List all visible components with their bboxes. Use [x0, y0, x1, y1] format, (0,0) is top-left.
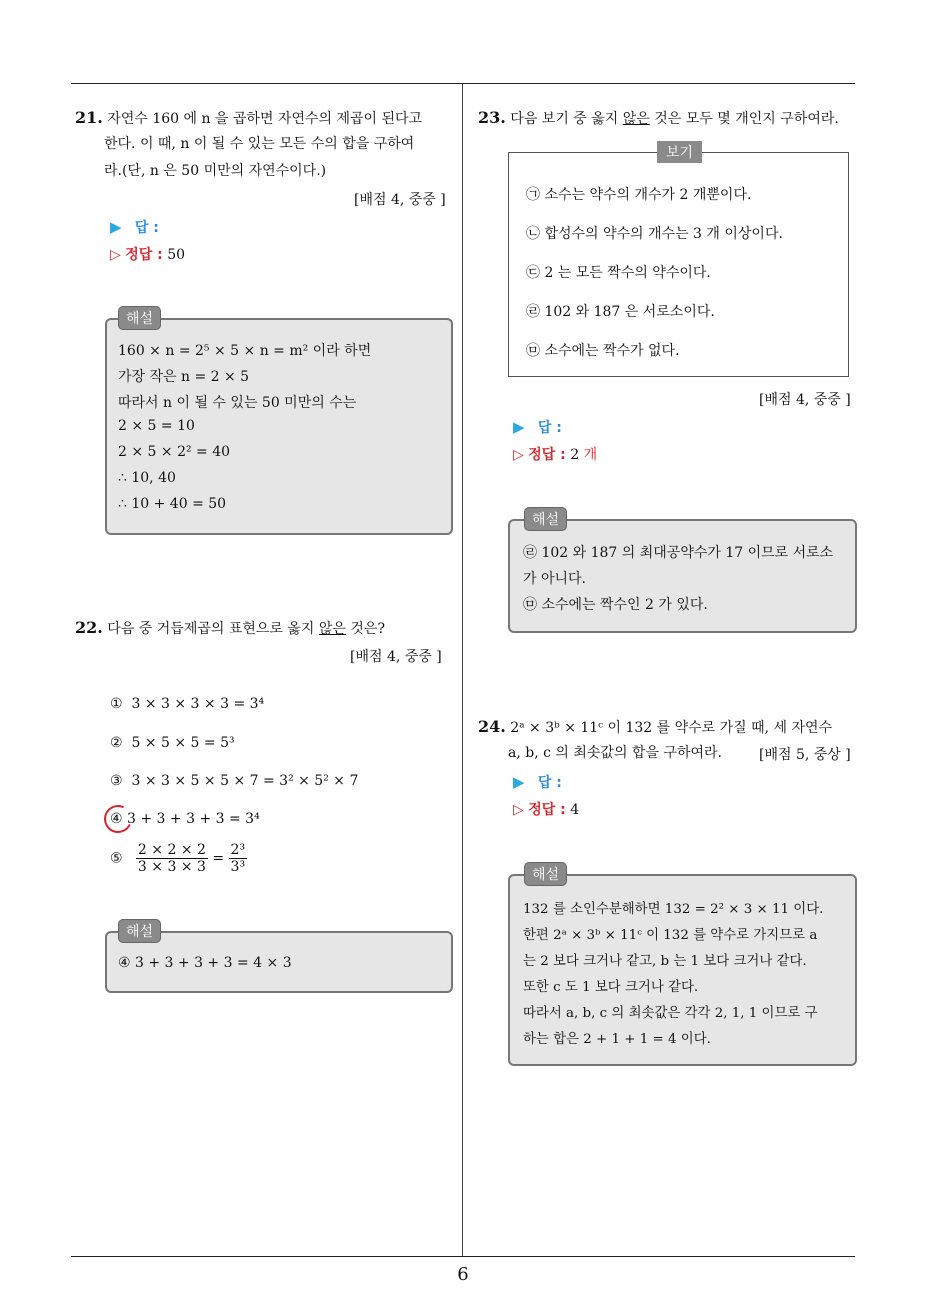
option-mark: ⑤: [110, 850, 123, 867]
explanation-box: [508, 874, 857, 1066]
bottom-rule: [71, 1256, 855, 1257]
answer-label: 답 :: [537, 420, 562, 436]
option-4[interactable]: [110, 811, 260, 827]
correct-answer-row: [110, 244, 185, 264]
option-2[interactable]: [110, 735, 235, 751]
question-text-end: 것은?: [345, 621, 385, 637]
explanation-line: 한편 2ᵃ × 3ᵇ × 11ᶜ 이 132 를 약수로 가지므로 a: [523, 928, 818, 943]
question-text-line: a, b, c 의 최솟값의 합을 구하여라.: [508, 745, 722, 761]
option-mark: ①: [110, 696, 123, 712]
score-label: [배점 4, 중중 ]: [759, 392, 851, 408]
question-number: 24.: [478, 717, 506, 736]
explanation-line: ㉣ 102 와 187 의 최대공약수가 17 이므로 서로소: [523, 545, 834, 561]
correct-value: 2: [570, 447, 580, 463]
option-5[interactable]: ⑤ $\frac{2 \times 2 \times 2}{3 \times 3 \times 3}$ = $\frac{\text{2³}}{\text{3³}}$: [110, 842, 246, 875]
explanation-line: 가 아니다.: [523, 571, 586, 587]
correct-answer-row: [513, 799, 579, 819]
explanation-line: 따라서 n 이 될 수 있는 50 미만의 수는: [118, 395, 357, 411]
option-mark: ③: [110, 773, 123, 789]
column-divider: [462, 84, 463, 1256]
explanation-line: ∴ 10, 40: [118, 470, 176, 486]
correct-label: 정답 :: [528, 447, 566, 463]
explanation-line: 하는 합은 2 + 1 + 1 = 4 이다.: [523, 1032, 711, 1047]
bogi-box: [508, 152, 849, 377]
question-text-underlined: 않은: [318, 621, 346, 637]
question-number: 21.: [75, 108, 103, 127]
question-text-line: 한다. 이 때, n 이 될 수 있는 모든 수의 합을 구하여: [104, 136, 415, 152]
explanation-tag: 해설: [524, 507, 567, 531]
correct-answer-row: [513, 444, 597, 464]
explanation-box: [508, 519, 857, 633]
explanation-line: ㉤ 소수에는 짝수인 2 가 있다.: [523, 597, 708, 613]
explanation-line: 또한 c 도 1 보다 크거나 같다.: [523, 980, 699, 995]
answer-row: [513, 772, 562, 792]
answer-label: 답 :: [134, 220, 159, 236]
bogi-tag: 보기: [657, 141, 702, 163]
bogi-item: ㉡ 합성수의 약수의 개수는 3 개 이상이다.: [526, 226, 783, 242]
bogi-item: ㉣ 102 와 187 은 서로소이다.: [526, 304, 715, 320]
option-expr: 3 × 3 × 5 × 5 × 7 = 3² × 5² × 7: [131, 773, 359, 789]
option-expr: 5 × 5 × 5 = 5³: [131, 735, 235, 751]
explanation-line: 따라서 a, b, c 의 최솟값은 각각 2, 1, 1 이므로 구: [523, 1006, 818, 1021]
triangle-outline-icon: ▷: [110, 247, 121, 263]
score-label: [배점 5, 중상 ]: [759, 747, 851, 763]
explanation-tag: 해설: [118, 919, 161, 943]
answer-row: [110, 217, 159, 237]
explanation-line: 132 를 소인수분해하면 132 = 2² × 3 × 11 이다.: [523, 902, 824, 917]
triangle-filled-icon: ▶: [513, 773, 525, 791]
bogi-item: ㉤ 소수에는 짝수가 없다.: [526, 343, 680, 359]
bogi-item: ㉠ 소수는 약수의 개수가 2 개뿐이다.: [526, 187, 752, 203]
option-3[interactable]: [110, 773, 358, 789]
triangle-filled-icon: ▶: [513, 418, 525, 436]
answer-row: [513, 417, 562, 437]
explanation-line: 가장 작은 n = 2 × 5: [118, 369, 250, 385]
question-text: 다음 중 거듭제곱의 표현으로 옳지: [107, 621, 319, 637]
explanation-box: [105, 318, 453, 535]
option-expr: 3 + 3 + 3 + 3 = 3⁴: [127, 811, 260, 827]
question-text-line: 자연수 160 에 n 을 곱하면 자연수의 제곱이 된다고: [107, 111, 423, 127]
bogi-item: ㉢ 2 는 모든 짝수의 약수이다.: [526, 265, 711, 281]
explanation-line: 160 × n = 2⁵ × 5 × n = m² 이라 하면: [118, 343, 372, 359]
explanation-line: 2 × 5 = 10: [118, 418, 195, 434]
fraction-lhs: $\frac{2 \times 2 \times 2}{3 \times 3 \times 3}$: [137, 842, 206, 875]
option-mark: ④: [110, 811, 123, 827]
option-1[interactable]: [110, 696, 264, 712]
correct-value: 50: [167, 247, 186, 263]
correct-label: 정답 :: [125, 247, 163, 263]
explanation-tag: 해설: [118, 306, 161, 330]
question-text-line: 2ᵃ × 3ᵇ × 11ᶜ 이 132 를 약수로 가질 때, 세 자연수: [510, 720, 833, 736]
correct-unit: 개: [583, 447, 598, 463]
option-expr: 3 × 3 × 3 × 3 = 3⁴: [131, 696, 265, 712]
correct-label: 정답 :: [528, 802, 566, 818]
explanation-line: 2 × 5 × 2² = 40: [118, 444, 231, 460]
explanation-line: 는 2 보다 크거나 같고, b 는 1 보다 크거나 같다.: [523, 954, 807, 969]
triangle-outline-icon: ▷: [513, 447, 524, 463]
score-label: [배점 4, 중중 ]: [354, 192, 446, 208]
question-text-underlined: 않은: [622, 111, 650, 127]
option-mark: ②: [110, 735, 123, 751]
question-number: 22.: [75, 618, 103, 637]
question-number: 23.: [478, 108, 506, 127]
top-rule: [71, 83, 855, 84]
explanation-line: ∴ 10 + 40 = 50: [118, 496, 227, 512]
score-label: [배점 4, 중중 ]: [350, 649, 442, 665]
page-number: 6: [457, 1264, 469, 1285]
question-text: 다음 보기 중 옳지: [510, 111, 623, 127]
explanation-tag: 해설: [524, 862, 567, 886]
answer-label: 답 :: [537, 775, 562, 791]
fraction-rhs: $\frac{\text{2³}}{\text{3³}}$: [230, 842, 246, 875]
triangle-filled-icon: ▶: [110, 218, 122, 236]
question-text-line: 라.(단, n 은 50 미만의 자연수이다.): [104, 163, 327, 179]
question-text-end: 것은 모두 몇 개인지 구하여라.: [649, 111, 839, 127]
correct-value: 4: [570, 802, 580, 818]
triangle-outline-icon: ▷: [513, 802, 524, 818]
explanation-line: ④ 3 + 3 + 3 + 3 = 4 × 3: [118, 955, 292, 971]
